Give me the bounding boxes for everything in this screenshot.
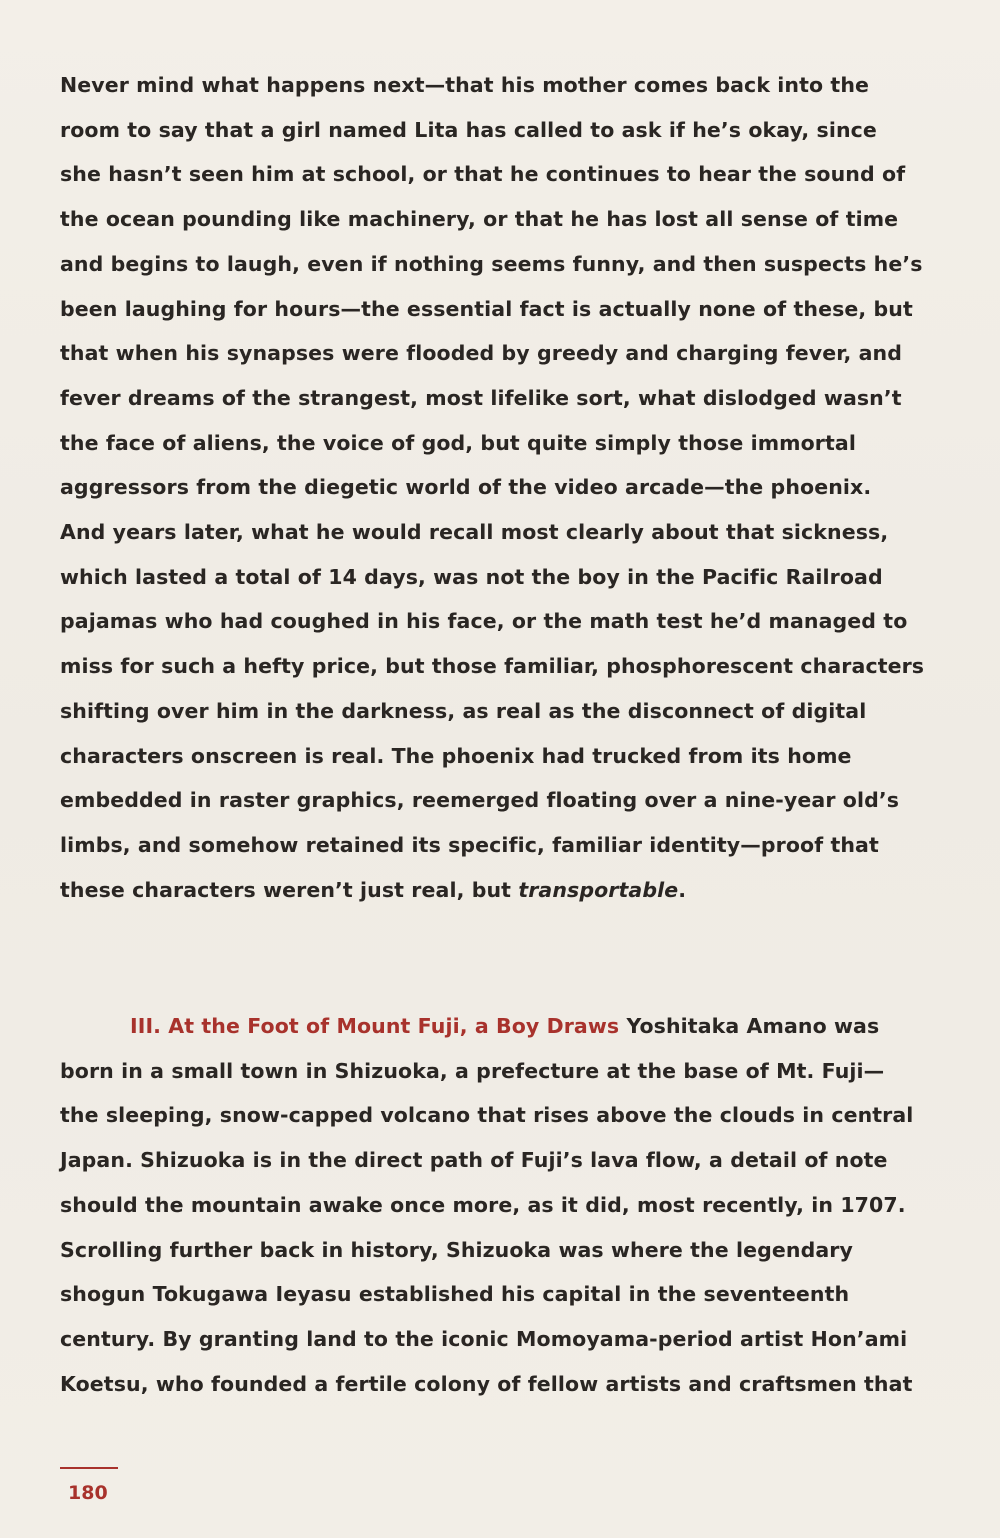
emphasis-transportable: transportable [518,877,679,902]
text-line: aggressors from the diegetic world of the video arcade—the phoenix. [60,475,872,500]
text-line: Scrolling further back in history, Shizuoka was where the legendary [60,1237,853,1262]
text-line: born in a small town in Shizuoka, a prefecture at the base of Mt. Fuji— [60,1058,885,1083]
text-line: been laughing for hours—the essential fact is actually none of these, but [60,296,913,321]
text-line: she hasn’t seen him at school, or that he continues to hear the sound of [60,162,906,187]
text-line: miss for such a hefty price, but those familiar, phosphorescent characters [60,654,925,679]
text-line-last [60,877,686,903]
text-line: the ocean pounding like machinery, or that he has lost all sense of time [60,207,899,232]
text-line: which lasted a total of 14 days, was not the boy in the Pacific Railroad [60,564,883,589]
text-line: shifting over him in the darkness, as real as the disconnect of digital [60,698,867,723]
text-line: the sleeping, snow-capped volcano that rises above the clouds in central [60,1103,914,1128]
text-line: And years later, what he would recall most clearly about that sickness, [60,520,889,544]
page-number: 180 [68,1482,108,1504]
text-line: and begins to laugh, even if nothing seems funny, and then suspects he’s [60,251,923,276]
text-line: century. By granting land to the iconic Momoyama-period artist Hon’ami [60,1326,908,1351]
text-line: that when his synapses were flooded by greedy and charging fever, and [60,341,902,366]
text-line: embedded in raster graphics, reemerged floating over a nine-year old’s [60,788,900,813]
text-line: limbs, and somehow retained its specific, familiar identity—proof that [60,832,879,857]
text-line: shogun Tokugawa Ieyasu established his capital in the seventeenth [60,1282,850,1307]
text-line: characters onscreen is real. The phoenix had trucked from its home [60,743,852,768]
text-line: fever dreams of the strangest, most lifelike sort, what dislodged wasn’t [60,385,902,410]
text-line: room to say that a girl named Lita has called to ask if he’s okay, since [60,117,877,142]
text-line-lead: these characters weren’t just real, but [60,877,519,902]
text-line: the face of aliens, the voice of god, but quite simply those immortal [60,430,856,455]
text-line-tail: . [678,877,687,902]
text-line: Koetsu, who founded a fertile colony of fellow artists and craftsmen that [60,1371,913,1396]
text-line: Never mind what happens next—that his mother comes back into the [60,73,870,97]
section-first-line-rest: Yoshitaka Amano was [619,1014,880,1038]
section-heading: III. At the Foot of Mount Fuji, a Boy Draws [130,1014,620,1038]
section-first-line [130,1013,879,1039]
text-line: pajamas who had coughed in his face, or the math test he’d managed to [60,609,908,634]
text-line: should the mountain awake once more, as it did, most recently, in 1707. [60,1192,906,1217]
text-line: Japan. Shizuoka is in the direct path of Fuji’s lava flow, a detail of note [60,1148,888,1173]
folio-rule [60,1467,118,1469]
